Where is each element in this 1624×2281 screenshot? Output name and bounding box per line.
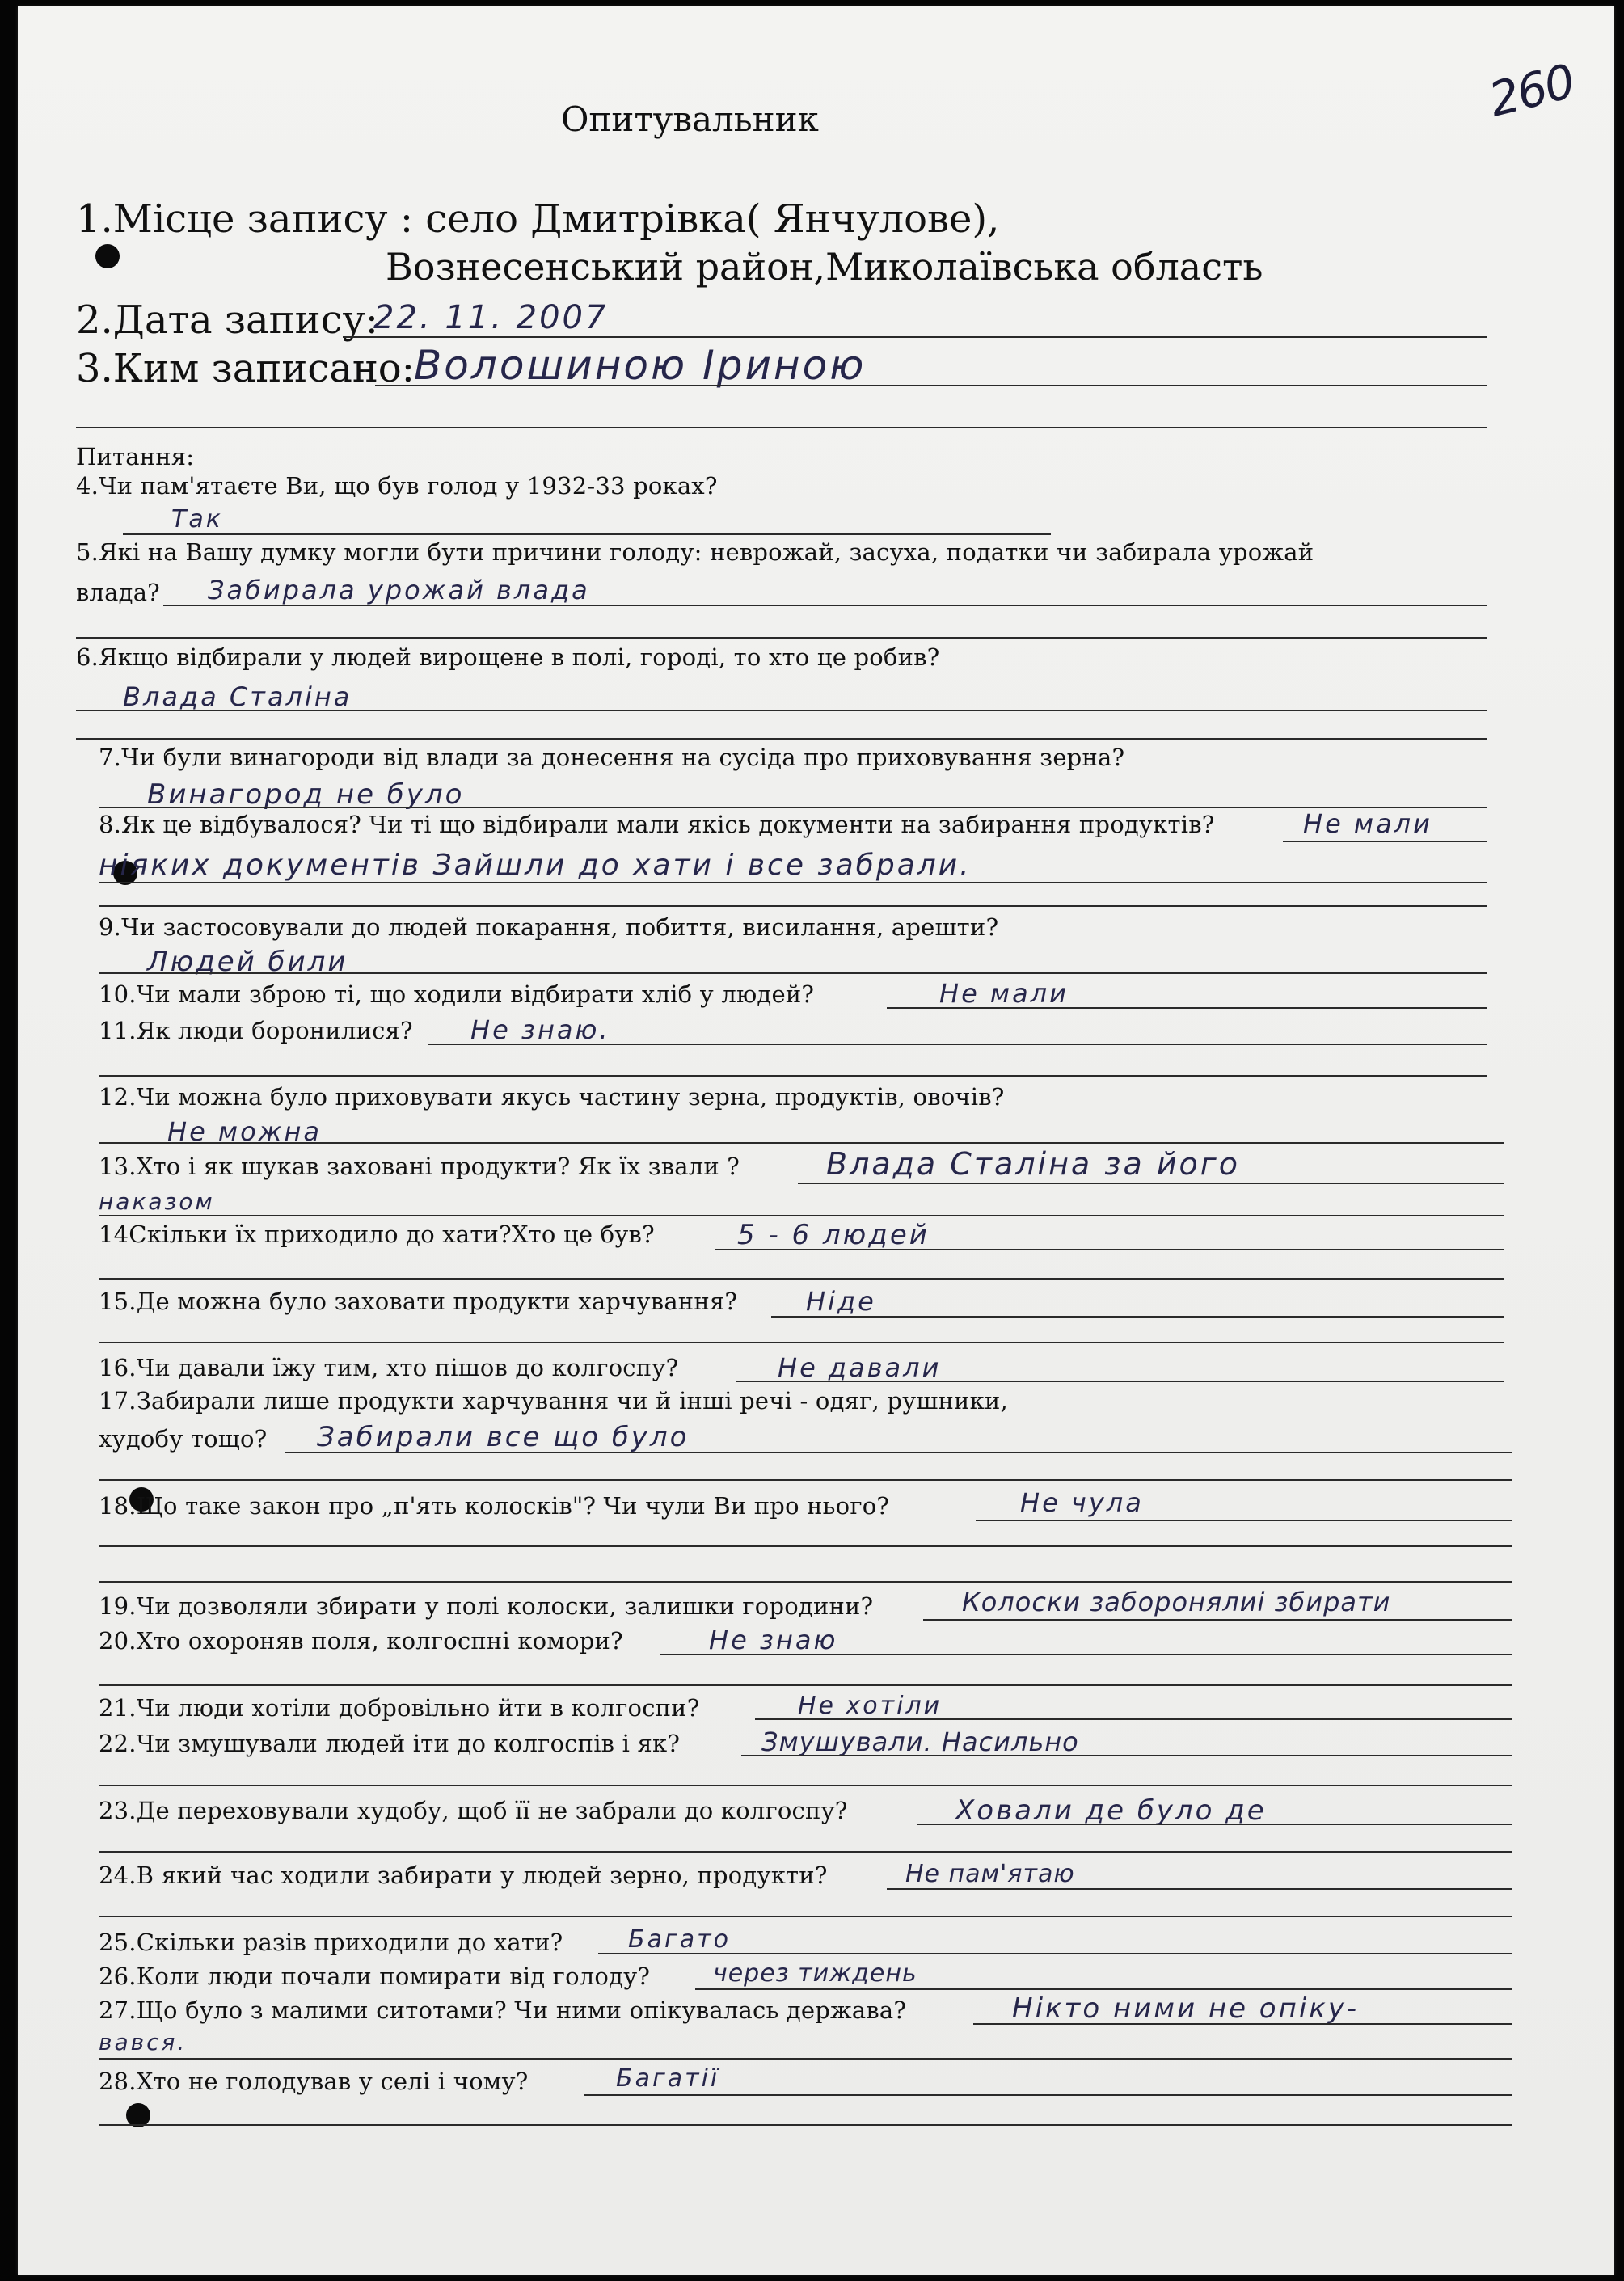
answer-27-cont: вався. [99,2029,188,2055]
answer-line [695,1988,1512,1990]
answer-23: Ховали де було де [955,1794,1267,1827]
answer-27: Нікто ними не опіку- [1012,1992,1360,2025]
blank-line [76,738,1487,740]
question-11: 11.Як люди боронилися? [99,1017,413,1044]
punch-hole [95,244,120,268]
blank-line [99,1785,1512,1786]
page-title: Опитувальник [561,99,819,139]
answer-line [99,2058,1512,2060]
questions-heading: Питання: [76,443,195,470]
answer-line [771,1316,1504,1318]
date-label: 2.Дата запису: [76,297,378,343]
question-26: 26.Коли люди почали помирати від голоду? [99,1963,651,1990]
question-7: 7.Чи були винагороди від влади за донесення на сусіда про приховування зерна? [99,744,1125,771]
answer-26: через тиждень [713,1959,917,1988]
answer-13-cont: наказом [99,1188,215,1215]
answer-line [741,1755,1512,1756]
answer-19: Колоски заборонялиі збирати [962,1587,1391,1617]
answer-13: Влада Сталіна за його [826,1146,1241,1182]
question-4: 4.Чи пам'ятаєте Ви, що був голод у 1932-33 роках? [76,472,718,500]
blank-line [99,1479,1512,1481]
answer-14: 5 - 6 людей [737,1219,930,1251]
answer-line [285,1452,1512,1453]
answer-4: Так [171,505,223,533]
answer-20: Не знаю [709,1625,838,1655]
blank-line [99,1581,1512,1583]
question-18: 18.Що таке закон про „п'ять колосків"? Чи чули Ви про нього? [99,1492,890,1520]
recorder-value: Волошиною Іриною [414,342,867,389]
answer-line [99,1142,1504,1144]
answer-line [976,1520,1512,1521]
answer-line [99,882,1487,883]
answer-line [584,2094,1512,2096]
answer-line [99,807,1487,808]
answer-6: Влада Сталіна [123,681,352,712]
answer-line [798,1183,1504,1184]
question-8: 8.Як це відбувалося? Чи ті що відбирали мали якісь документи на забирання продуктів? [99,811,1215,838]
answer-line [76,710,1487,711]
question-5-cont: влада? [76,579,160,606]
blank-line [99,1075,1487,1077]
question-25: 25.Скільки разів приходили до хати? [99,1929,563,1956]
answer-8: Не мали [1303,808,1432,839]
answer-24: Не пам'ятаю [905,1860,1075,1888]
question-14: 14Скільки їх приходило до хати?Хто це був? [99,1221,655,1248]
question-6: 6.Якщо відбирали у людей вирощене в полі, городі, то хто це робив? [76,643,940,671]
blank-line [76,427,1487,428]
question-12: 12.Чи можна було приховувати якусь частину зерна, продуктів, овочів? [99,1083,1005,1111]
answer-7: Винагород не було [147,778,465,811]
question-17-cont: худобу тощо? [99,1425,268,1453]
answer-line [887,1888,1512,1890]
blank-line [99,1851,1512,1853]
answer-line [973,2023,1512,2025]
question-24: 24.В який час ходили забирати у людей зерно, продукти? [99,1861,828,1889]
answer-5: Забирала урожай влада [208,575,590,605]
question-19: 19.Чи дозволяли збирати у полі колоски, залишки городини? [99,1592,874,1620]
recorder-line [375,385,1487,386]
answer-line [923,1619,1512,1621]
answer-15: Ніде [806,1286,876,1317]
question-15: 15.Де можна було заховати продукти харчування? [99,1288,738,1315]
answer-line [755,1718,1512,1720]
answer-8-cont: ніяких документів Зайшли до хати і все забрали. [99,849,972,882]
question-10: 10.Чи мали зброю ті, що ходили відбирати хліб у людей? [99,980,815,1008]
blank-line [99,2124,1512,2126]
answer-25: Багато [628,1925,731,1954]
answer-22: Змушували. Насильно [761,1727,1079,1757]
answer-11: Не знаю. [470,1014,610,1045]
answer-line [887,1007,1487,1009]
answer-line [715,1249,1504,1250]
recorder-label: 3.Ким записано: [76,346,415,391]
answer-17: Забирали все що було [317,1421,690,1453]
blank-line [99,1342,1504,1343]
questionnaire-page [18,6,1614,2275]
question-16: 16.Чи давали їжу тим, хто пішов до колгоспу? [99,1354,679,1381]
question-17: 17.Забирали лише продукти харчування чи й інші речі - одяг, рушники, [99,1387,1008,1415]
question-21: 21.Чи люди хотіли добровільно йти в колгоспи? [99,1694,700,1722]
blank-line [76,637,1487,639]
place-of-record-line2: Вознесенський район,Миколаївська область [386,245,1263,289]
answer-line [99,972,1487,974]
answer-line [660,1654,1512,1655]
question-28: 28.Хто не голодував у селі і чому? [99,2068,529,2095]
answer-line [123,533,1051,535]
place-of-record: 1.Місце запису : село Дмитрівка( Янчулове), [76,196,1000,242]
answer-16: Не давали [778,1352,942,1383]
blank-line [99,1545,1512,1547]
answer-28: Багатії [616,2064,720,2093]
date-line [343,336,1487,338]
page-number: 260 [1483,53,1580,128]
answer-10: Не мали [939,978,1069,1009]
answer-line [1283,841,1487,842]
question-27: 27.Що було з малими ситотами? Чи ними опікувалась держава? [99,1996,907,2024]
date-value: 22. 11. 2007 [373,299,609,336]
question-13: 13.Хто і як шукав заховані продукти? Як їх звали ? [99,1153,740,1180]
answer-21: Не хотіли [798,1692,943,1720]
answer-18: Не чула [1020,1487,1144,1518]
blank-line [99,1684,1512,1686]
answer-line [598,1953,1512,1954]
question-23: 23.Де переховували худобу, щоб її не забрали до колгоспу? [99,1797,848,1824]
answer-line [99,1215,1504,1216]
answer-line [736,1381,1504,1382]
question-5: 5.Які на Вашу думку могли бути причини голоду: неврожай, засуха, податки чи забирала урожай [76,538,1314,566]
answer-line [917,1824,1512,1825]
answer-line [428,1044,1487,1045]
question-9: 9.Чи застосовували до людей покарання, побиття, висилання, арешти? [99,913,999,941]
answer-line [163,605,1487,606]
blank-line [99,1278,1504,1280]
answer-12: Не можна [167,1116,322,1147]
question-20: 20.Хто охороняв поля, колгоспні комори? [99,1627,623,1655]
blank-line [99,1916,1512,1917]
answer-9: Людей били [147,946,348,978]
blank-line [99,905,1487,907]
question-22: 22.Чи змушували людей іти до колгоспів і як? [99,1730,681,1757]
